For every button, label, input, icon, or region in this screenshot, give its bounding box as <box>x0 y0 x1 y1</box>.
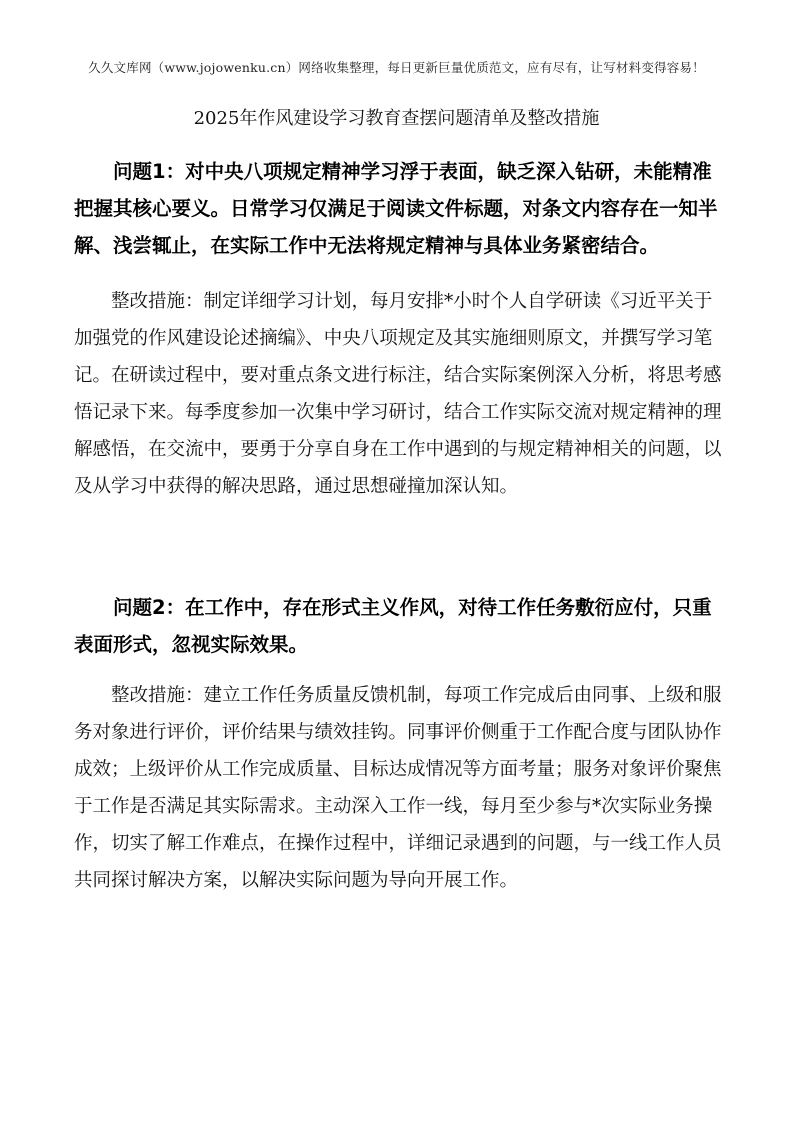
measure-1-block <box>74 283 722 505</box>
measure-2-text: 整改措施：建立工作任务质量反馈机制，每项工作完成后由同事、上级和服务对象进行评价，评价结果与绩效挂钩。同事评价侧重于工作配合度与团队协作成效；上级评价从工作完成质量、目标达成情况等方面考量；服务对象评价聚焦于工作是否满足其实际需求。主动深入工作一线，每月至少参与*次实际业务操作，切实了解工作难点，在操作过程中，详细记录遇到的问题，与一线工作人员共同探讨解决方案，以解决实际问题为导向开展工作。 <box>74 685 722 891</box>
issue-1-text: 问题1：对中央八项规定精神学习浮于表面，缺乏深入钻研，未能精准把握其核心要义。日常学习仅满足于阅读文件标题，对条文内容存在一知半解、浅尝辄止，在实际工作中无法将规定精神与具体业务紧密结合。 <box>74 160 718 257</box>
issue-2-text: 问题2：在工作中，存在形式主义作风，对待工作任务敷衍应付，只重表面形式，忽视实际效果。 <box>74 596 712 656</box>
issue-1-block <box>74 153 722 264</box>
measure-2-block <box>74 677 722 899</box>
document-title: 2025年作风建设学习教育查摆问题清单及整改措施 <box>193 108 600 129</box>
measure-1-text: 整改措施：制定详细学习计划，每月安排*小时个人自学研读《习近平关于加强党的作风建设论述摘编》、中央八项规定及其实施细则原文，并撰写学习笔记。在研读过程中，要对重点条文进行标注，结合实际案例深入分析，将思考感悟记录下来。每季度参加一次集中学习研讨，结合工作实际交流对规定精神的理解感悟，在交流中，要勇于分享自身在工作中遇到的与规定精神相关的问题，以及从学习中获得的解决思路，通过思想碰撞加深认知。 <box>74 291 722 497</box>
issue-2-block <box>74 589 722 663</box>
site-header-note: 久久文库网（www.jojowenku.cn）网络收集整理，每日更新巨量优质范文，应有尽有，让写材料变得容易！ <box>88 60 705 75</box>
